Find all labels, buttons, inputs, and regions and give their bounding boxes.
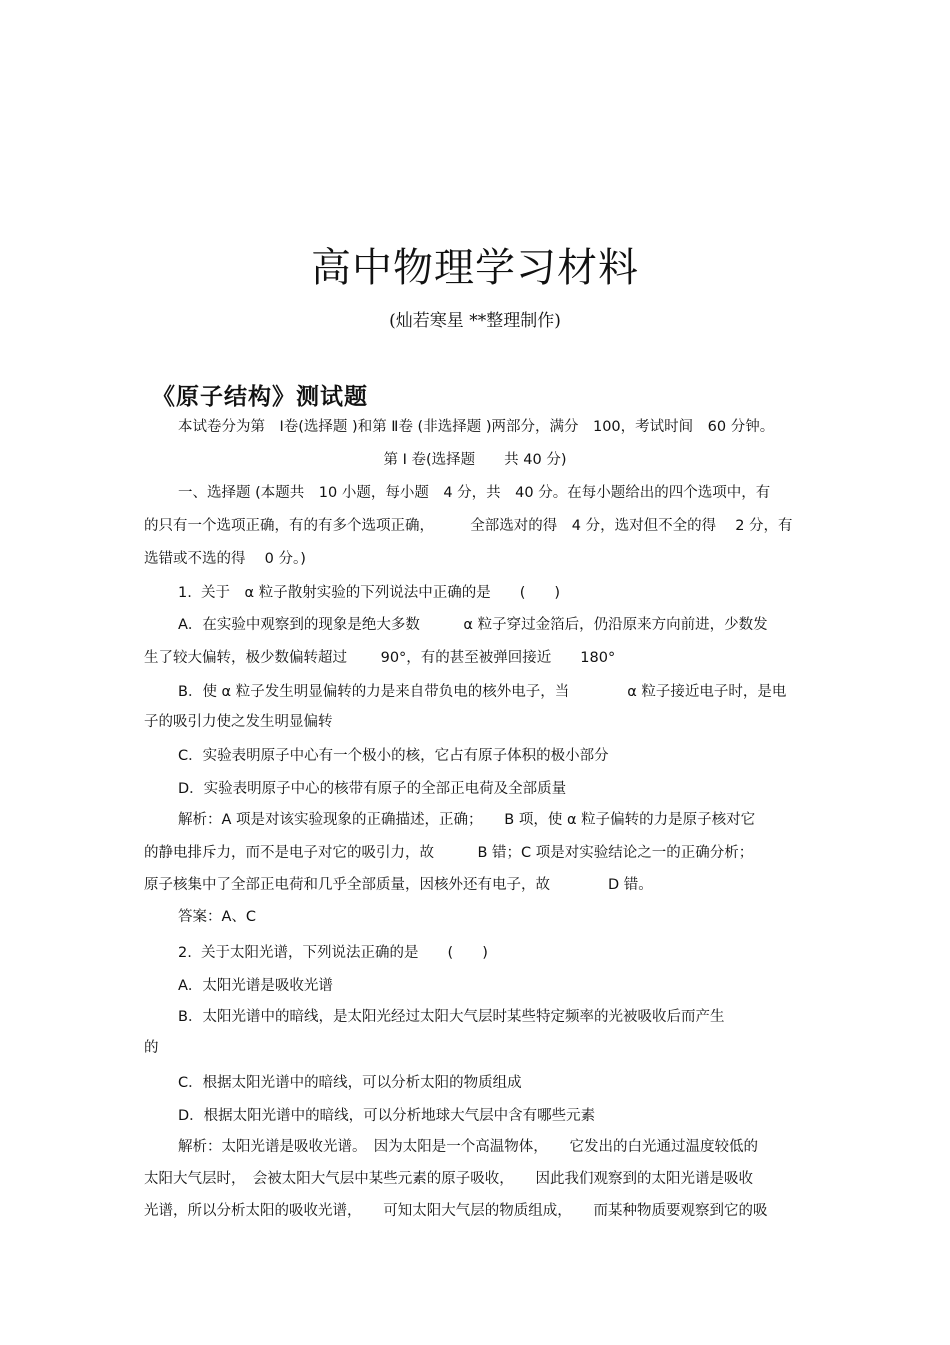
question-1-answer: 答案：A、C — [178, 909, 257, 925]
document-title: 高中物理学习材料 — [311, 245, 639, 291]
question-1-option-a-cont: 生了较大偏转，极少数偏转超过 90°，有的甚至被弹回接近 180° — [144, 650, 616, 666]
question-1-option-b-cont: 子的吸引力使之发生明显偏转 — [144, 714, 333, 730]
question-2-stem: 2. 关于太阳光谱，下列说法正确的是 ( ) — [178, 945, 488, 961]
question-2-option-b: B．太阳光谱中的暗线，是太阳光经过太阳大气层时某些特定频率的光被吸收后而产生 — [178, 1009, 725, 1025]
question-1-analysis: 解析：A 项是对该实验现象的正确描述，正确； B 项，使 α 粒子偏转的力是原子核对它 — [178, 812, 756, 828]
question-2-analysis-cont: 光谱，所以分析太阳的吸收光谱， 可知太阳大气层的物质组成， 而某种物质要观察到它的吸 — [144, 1203, 768, 1219]
question-2-analysis-cont: 太阳大气层时， 会被太阳大气层中某些元素的原子吸收， 因此我们观察到的太阳光谱是吸收 — [144, 1171, 753, 1187]
question-2-option-b-cont: 的 — [144, 1040, 159, 1056]
question-1-stem: 1. 关于 α 粒子散射实验的下列说法中正确的是 ( ) — [178, 585, 561, 601]
question-1-analysis-cont: 原子核集中了全部正电荷和几乎全部质量，因核外还有电子，故 D 错。 — [144, 877, 653, 893]
section-heading: 第 Ⅰ 卷(选择题 共 40 分) — [383, 452, 567, 468]
section-instructions-line: 一、选择题 (本题共 10 小题，每小题 4 分，共 40 分。在每小题给出的四个选项中，有 — [178, 485, 771, 501]
question-1-option-d: D．实验表明原子中心的核带有原子的全部正电荷及全部质量 — [178, 781, 567, 797]
question-2-option-c: C．根据太阳光谱中的暗线，可以分析太阳的物质组成 — [178, 1075, 522, 1091]
question-1-option-b: B．使 α 粒子发生明显偏转的力是来自带负电的核外电子，当 α 粒子接近电子时，是电 — [178, 684, 787, 700]
question-2-option-d: D．根据太阳光谱中的暗线，可以分析地球大气层中含有哪些元素 — [178, 1108, 596, 1124]
section-instructions-line: 的只有一个选项正确，有的有多个选项正确， 全部选对的得 4 分，选对但不全的得 2 分，有 — [144, 518, 793, 534]
test-title: 《原子结构》测试题 — [152, 384, 368, 410]
question-2-option-a: A．太阳光谱是吸收光谱 — [178, 978, 333, 994]
exam-instructions: 本试卷分为第 Ⅰ卷(选择题 )和第 Ⅱ卷 (非选择题 )两部分，满分 100，考试时间 60 分钟。 — [178, 419, 775, 435]
section-instructions-line: 选错或不选的得 0 分。) — [144, 551, 306, 567]
question-1-analysis-cont: 的静电排斥力，而不是电子对它的吸引力，故 B 错；C 项是对实验结论之一的正确分析； — [144, 845, 754, 861]
document-subtitle: (灿若寒星 **整理制作) — [389, 311, 561, 331]
question-1-option-c: C．实验表明原子中心有一个极小的核，它占有原子体积的极小部分 — [178, 748, 609, 764]
question-2-analysis: 解析：太阳光谱是吸收光谱。 因为太阳是一个高温物体， 它发出的白光通过温度较低的 — [178, 1139, 758, 1155]
question-1-option-a: A．在实验中观察到的现象是绝大多数 α 粒子穿过金箔后，仍沿原来方向前进，少数发 — [178, 617, 768, 633]
